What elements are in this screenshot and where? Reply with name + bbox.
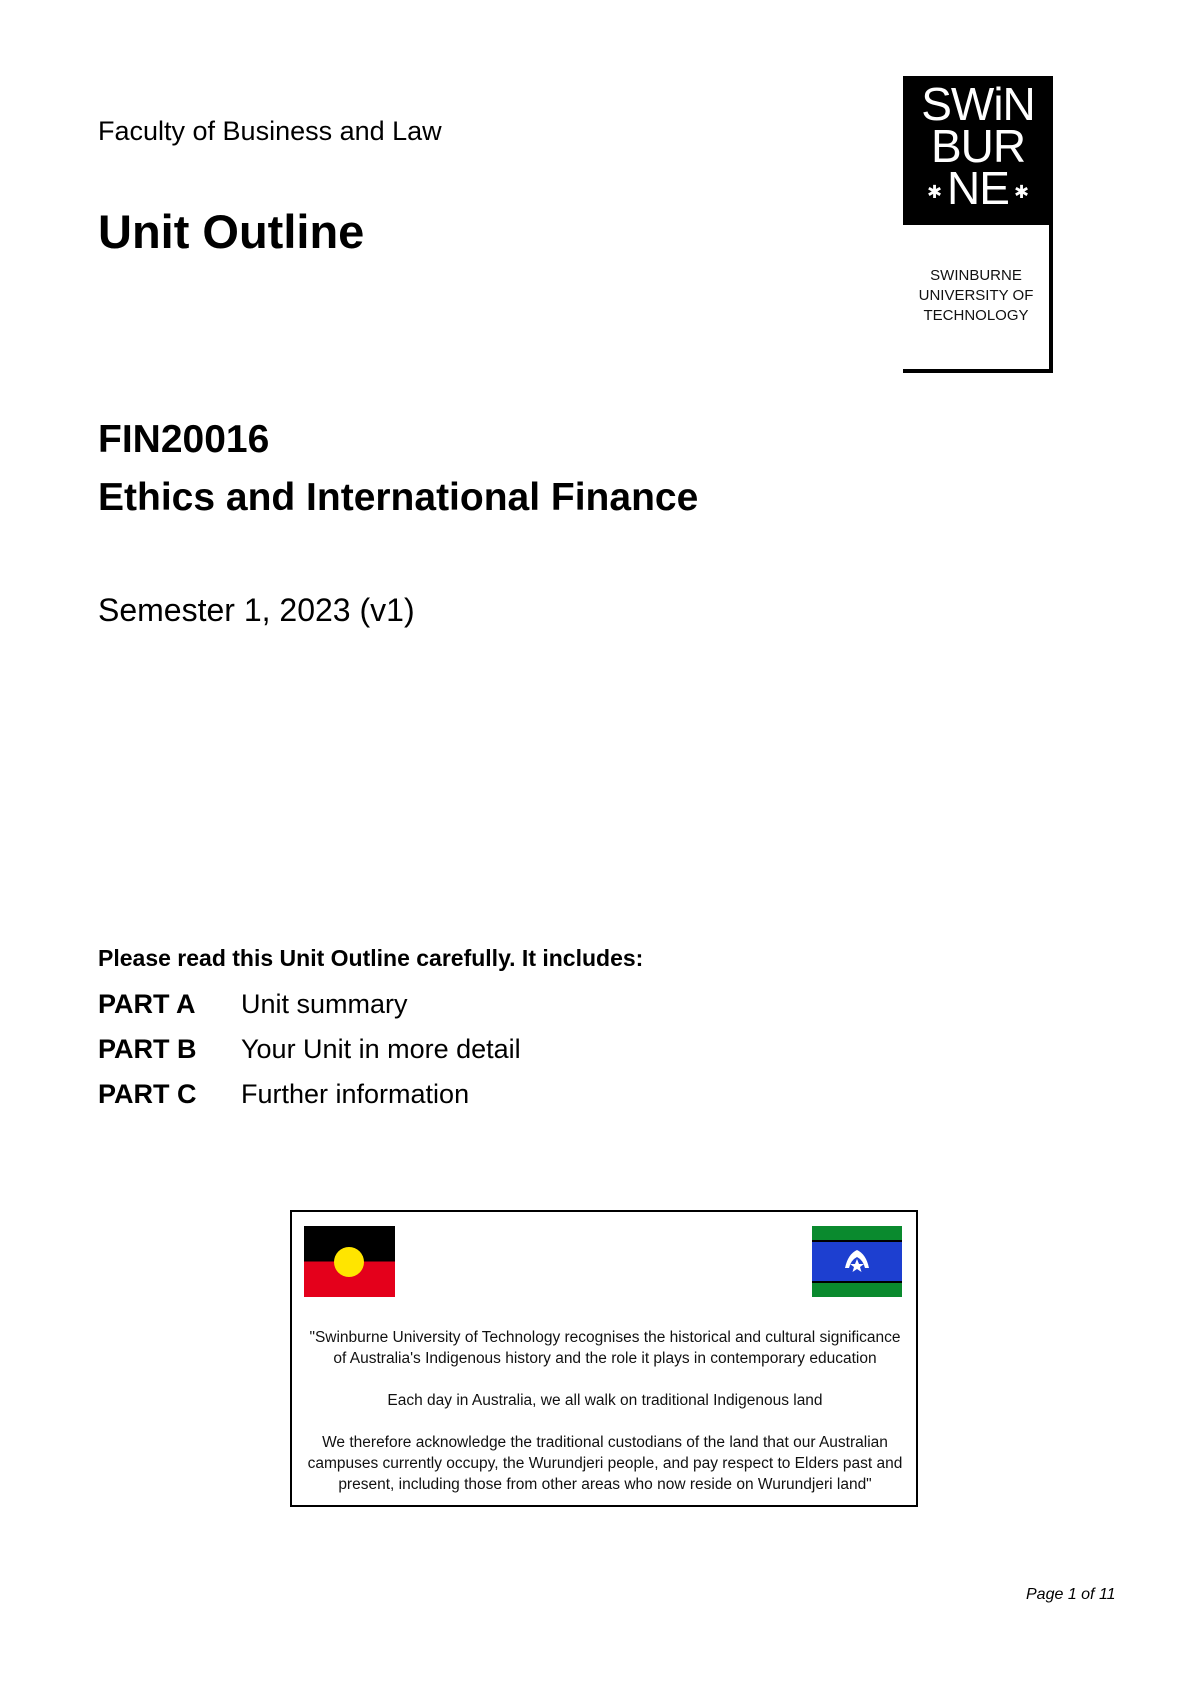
contents-intro: Please read this Unit Outline carefully. It includes: <box>98 945 644 971</box>
semester-label: Semester 1, 2023 (v1) <box>98 592 415 628</box>
logo-wordmark <box>903 76 1053 225</box>
acknowledgement-paragraph: "Swinburne University of Technology recognises the historical and cultural significance of Australia's Indigenous history and the role it plays in contemporary education <box>309 1329 901 1367</box>
part-label: PART B <box>98 1034 197 1064</box>
star-icon: ✱ <box>926 181 948 202</box>
logo-frame-right <box>1049 225 1053 373</box>
acknowledgement-paragraph: We therefore acknowledge the traditional custodians of the land that our Australian campuses currently occupy, the Wurundjeri people, and pay respect to Elders past and present, including those from other areas who now reside on Wurundjeri land" <box>307 1434 903 1493</box>
logo-university-line-3: TECHNOLOGY <box>923 307 1029 324</box>
logo-line-1: SWiN <box>921 78 1035 130</box>
logo-line-2: BUR <box>930 120 1026 172</box>
document-title: Unit Outline <box>98 205 365 258</box>
faculty-name: Faculty of Business and Law <box>98 116 442 146</box>
unit-code: FIN20016 <box>98 418 270 461</box>
logo-university-name <box>903 266 1049 326</box>
contents-list <box>98 982 521 1117</box>
acknowledgement-paragraph: Each day in Australia, we all walk on traditional Indigenous land <box>387 1392 823 1409</box>
logo-university-line-2: UNIVERSITY OF <box>918 287 1034 304</box>
acknowledgement-box <box>290 1210 918 1507</box>
part-label: PART A <box>98 989 196 1019</box>
contents-item <box>98 982 521 1027</box>
part-description: Further information <box>241 1079 470 1109</box>
page-number: Page 1 of 11 <box>1026 1586 1116 1603</box>
logo-frame-bottom <box>903 369 1053 373</box>
contents-item <box>98 1027 521 1072</box>
part-label: PART C <box>98 1079 197 1109</box>
contents-item <box>98 1072 521 1117</box>
part-description: Unit summary <box>241 989 408 1019</box>
aboriginal-flag-icon <box>304 1226 395 1297</box>
logo-line-3: ✱ NE ✱ <box>926 162 1030 214</box>
part-description: Your Unit in more detail <box>241 1034 521 1064</box>
star-icon: ✱ <box>1008 181 1030 202</box>
unit-name: Ethics and International Finance <box>98 476 699 519</box>
torres-strait-flag-icon <box>812 1226 902 1297</box>
swinburne-logo <box>903 76 1053 373</box>
logo-university-line-1: SWINBURNE <box>930 267 1022 284</box>
acknowledgement-text <box>302 1327 908 1495</box>
